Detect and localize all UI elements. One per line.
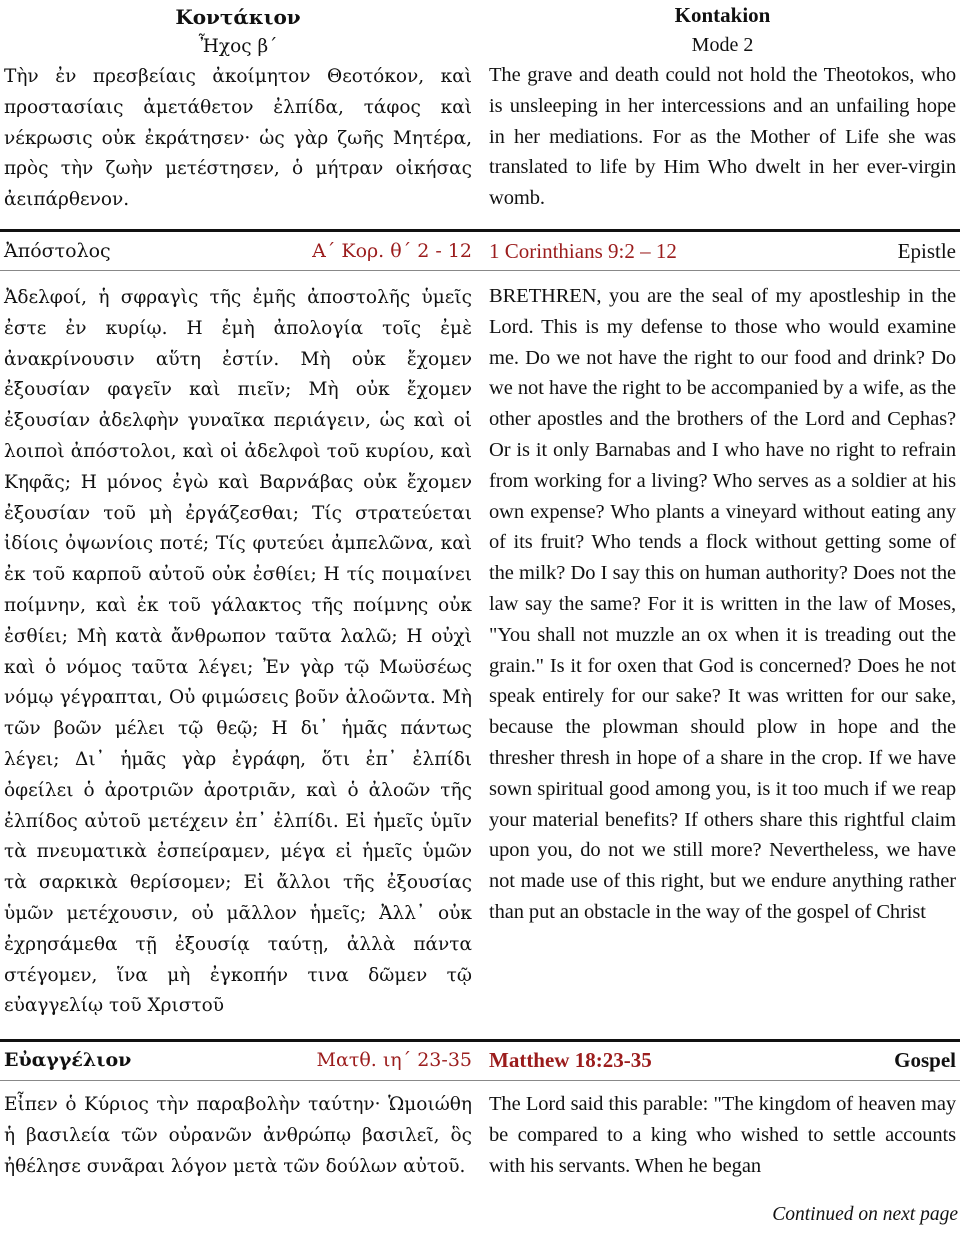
kontakion-english (489, 0, 956, 214)
epistle-greek-text: Ἀδελφοί, ἡ σφραγὶς τῆς ἐμῆς ἀποστολῆς ὑμεῖς ἐστε ἐν κυρίῳ. Η ἐμὴ ἀπολογία τοῖς ἐμὲ ἀνακρίνουσιν αὕτη ἐστίν. Μὴ οὐκ ἔχομεν ἐξουσίαν φαγεῖν καὶ πιεῖν; Μὴ οὐκ ἔχομεν ἐξουσίαν ἀδελφὴν γυναῖκα περιάγειν, ὡς καὶ οἱ λοιποὶ ἀπόστολοι, καὶ οἱ ἀδελφοὶ τοῦ κυρίου, καὶ Κηφᾶς; Η μόνος ἐγὼ καὶ Βαρνάβας οὐκ ἔχομεν ἐξουσίαν τοῦ μὴ ἐργάζεσθαι; Τίς στρατεύεται ἰδίοις ὀψωνίοις ποτέ; Τίς φυτεύει ἀμπελῶνα, καὶ ἐκ τοῦ καρποῦ αὐτοῦ οὐκ ἐσθίει; Η τίς ποιμαίνει ποίμνην, καὶ ἐκ τοῦ γάλακτος τῆς ποίμνης οὐκ ἐσθίει; Μὴ κατὰ ἄνθρωπον ταῦτα λαλῶ; Η οὐχὶ καὶ ὁ νόμος ταῦτα λέγει; Ἐν γὰρ τῷ Μωϋσέως νόμῳ γέγραπται, Οὐ φιμώσεις βοῦν ἀλοῶντα. Μὴ τῶν βοῶν μέλει τῷ θεῷ; Η δι᾽ ἡμᾶς πάντως λέγει; Δι᾽ ἡμᾶς γὰρ ἐγράφη, ὅτι ἐπ᾽ ἐλπίδι ὀφείλει ὁ ἀροτριῶν ἀροτριᾶν, καὶ ὁ ἀλοῶν τῆς ἐλπίδος αὐτοῦ μετέχειν ἐπ᾽ ἐλπίδι. Εἰ ἡμεῖς ὑμῖν τὰ πνευματικὰ ἐσπείραμεν, μέγα εἰ ἡμεῖς ὑμῶν τὰ σαρκικὰ θερίσομεν; Εἰ ἄλλοι τῆς ἐξουσίας ὑμῶν μετέχουσιν, οὐ μᾶλλον ἡμεῖς; Ἀλλ᾽ οὐκ ἐχρησάμεθα τῇ ἐξουσίᾳ ταύτῃ, ἀλλὰ πάντα στέγομεν, ἵνα μὴ ἐγκοπήν τινα δῶμεν τῷ εὐαγγελίῳ τοῦ Χριστοῦ (4, 287, 472, 1017)
epistle-greek-reference: Α΄ Κορ. θ΄ 2 - 12 (312, 240, 472, 262)
gospel-english-text: The Lord said this parable: "The kingdom of heaven may be compared to a king who wished to settle accounts with his servants. When he began (489, 1093, 956, 1177)
gospel-header-divider (0, 1080, 960, 1081)
gospel-greek-text: Εἶπεν ὁ Κύριος τὴν παραβολὴν ταύτην· Ὡμοιώθη ἡ βασιλεία τῶν οὐρανῶν ἀνθρώπῳ βασιλεῖ, ὃς ἠθέλησε συνᾶραι λόγον μετὰ τῶν δούλων αὐτοῦ. (4, 1094, 472, 1177)
epistle-top-rule (0, 229, 960, 232)
gospel-greek-label: Εὐαγγέλιον (4, 1049, 132, 1071)
kontakion-english-mode: Mode 2 (691, 34, 754, 56)
gospel-top-rule (0, 1039, 960, 1042)
gospel-english-reference: Matthew 18:23-35 (489, 1048, 652, 1072)
continued-on-next-page: Continued on next page (772, 1204, 958, 1225)
kontakion-greek (4, 2, 472, 216)
kontakion-english-text: The grave and death could not hold the Theotokos, who is unsleeping in her intercessions and an unfailing hope in her mediations. For as the Mother of Life she was translated to life by Him Who dwelt in her ever-virgin womb. (489, 64, 956, 210)
gospel-english (489, 1089, 956, 1181)
epistle-greek (4, 283, 472, 1022)
epistle-english-text: BRETHREN, you are the seal of my apostleship in the Lord. This is my defense to those who would examine me. Do we not have the right to our food and drink? Do we not have the right to be accompanied by a wife, as the other apostles and the brothers of the Lord and Cephas? Or is it only Barnabas and I who have no right to refrain from working for a living? Who serves as a soldier at his own expense? Who plants a vineyard without eating any of its fruit? Who tends a flock without getting some of the milk? Do I say this on human authority? Does not the law say the same? For it is written in the law of Moses, "You shall not muzzle an ox when it is treading out the grain." Is it for oxen that God is concerned? Does he not speak entirely for our sake? It was written for our sake, because the plowman should plow in hope and the thresher thresh in hope of a share in the crop. If we have sown spiritual good among you, is it too much if we reap your material benefits? If others share this rightful claim upon you, do not we still more? Nevertheless, we have not made use of this right, but we endure anything rather than put an obstacle in the way of the gospel of Christ (489, 285, 956, 923)
epistle-header-divider (0, 270, 960, 271)
kontakion-greek-mode: Ἦχος β΄ (198, 36, 278, 57)
gospel-greek (4, 1090, 472, 1182)
epistle-greek-label: Ἀπόστολος (4, 240, 111, 262)
epistle-english (489, 281, 956, 928)
kontakion-english-title: Kontakion (674, 3, 771, 27)
kontakion-greek-title: Κοντάκιον (175, 5, 301, 29)
epistle-english-reference: 1 Corinthians 9:2 – 12 (489, 239, 677, 263)
kontakion-greek-text: Τὴν ἐν πρεσβείαις ἀκοίμητον Θεοτόκον, καὶ προστασίαις ἀμετάθετον ἐλπίδα, τάφος καὶ νέκρωσις οὐκ ἐκράτησεν· ὡς γὰρ ζωῆς Μητέρα, πρὸς τὴν ζωὴν μετέστησεν, ὁ μήτραν οἰκήσας ἀειπάρθενον. (4, 66, 472, 211)
gospel-english-label: Gospel (894, 1048, 956, 1072)
epistle-english-label: Epistle (897, 239, 956, 263)
gospel-greek-reference: Ματθ. ιη΄ 23-35 (316, 1049, 472, 1071)
